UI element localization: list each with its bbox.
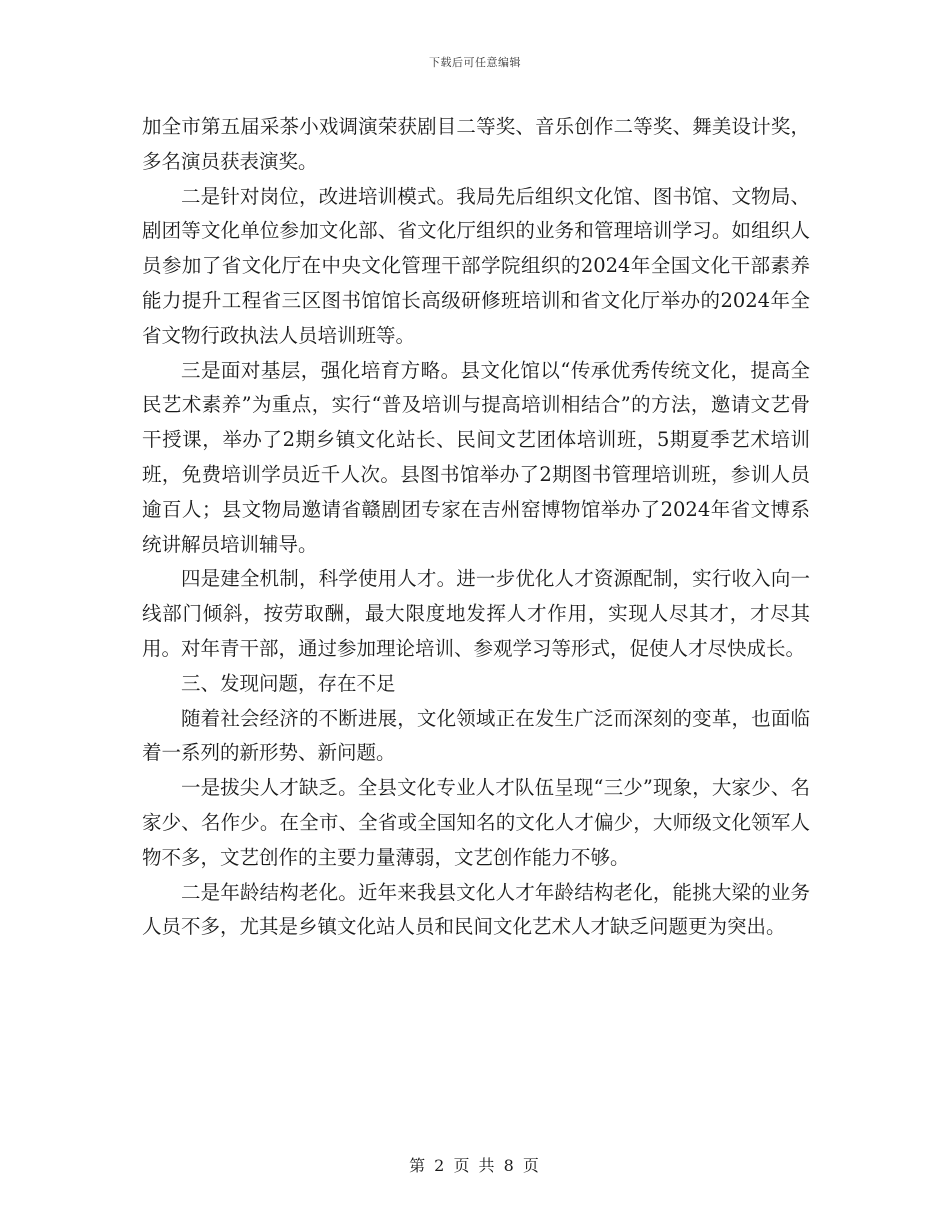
paragraph-1: 加全市第五届采茶小戏调演荣获剧目二等奖、音乐创作二等奖、舞美设计奖，多名演员获表演奖。 [142,115,810,173]
paragraph-2: 二是针对岗位，改进培训模式。我局先后组织文化馆、图书馆、文物局、剧团等文化单位参加文化部、省文化厅组织的业务和管理培训学习。如组织人员参加了省文化厅在中央文化管理干部学院组织的2024年全国文化干部素养能力提升工程省三区图书馆馆长高级研修班培训和省文化厅举办的2024年全省文物行政执法人员培训班等。 [142,184,810,347]
paragraph-4: 四是建全机制，科学使用人才。进一步优化人才资源配制，实行收入向一线部门倾斜，按劳取酬，最大限度地发挥人才作用，实现人尽其才，才尽其用。对年青干部，通过参加理论培训、参观学习等形式，促使人才尽快成长。 [142,567,810,660]
paragraph-7: 二是年龄结构老化。近年来我县文化人才年龄结构老化，能挑大梁的业务人员不多，尤其是乡镇文化站人员和民间文化艺术人才缺乏问题更为突出。 [142,880,810,939]
paragraph-6: 一是拔尖人才缺乏。全县文化专业人才队伍呈现“三少”现象，大家少、名家少、名作少。在全市、全省或全国知名的文化人才偏少，大师级文化领军人物不多，文艺创作的主要力量薄弱，文艺创作能力不够。 [142,776,810,869]
page-header: 下载后可任意编辑 [429,56,521,69]
paragraph-5: 随着社会经济的不断进展，文化领域正在发生广泛而深刻的变革，也面临着一系列的新形势、新问题。 [142,706,810,765]
document-body [142,110,810,945]
page-number: 第 2 页 共 8 页 [409,1156,541,1175]
paragraph-3: 三是面对基层，强化培育方略。县文化馆以“传承优秀传统文化，提高全民艺术素养”为重点，实行“普及培训与提高培训相结合”的方法，邀请文艺骨干授课，举办了2期乡镇文化站长、民间文艺团体培训班，5期夏季艺术培训班，免费培训学员近千人次。县图书馆举办了2期图书管理培训班，参训人员逾百人；县文物局邀请省赣剧团专家在吉州窑博物馆举办了2024年省文博系统讲解员培训辅导。 [142,358,810,556]
section-heading: 三、发现问题，存在不足 [181,671,396,695]
